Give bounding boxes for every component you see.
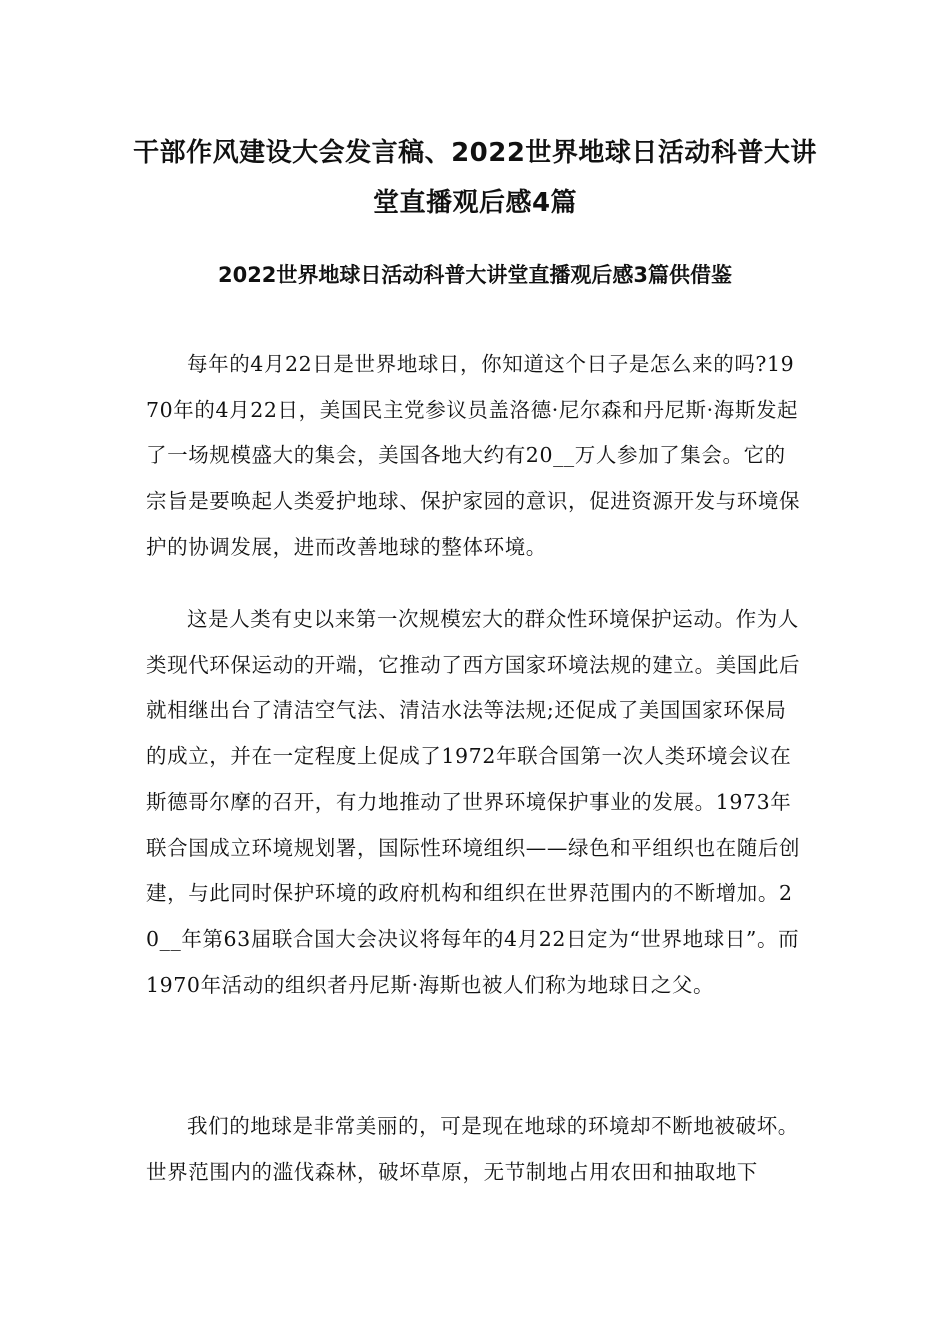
body-paragraph-3: 我们的地球是非常美丽的，可是现在地球的环境却不断地被破坏。世界范围内的滥伐森林，破坏草原，无节制地占用农田和抽取地下 [146, 1114, 799, 1184]
section-title: 2022世界地球日活动科普大讲堂直播观后感3篇供借鉴 [217, 263, 733, 287]
body-paragraph-1: 每年的4月22日是世界地球日，你知道这个日子是怎么来的吗?1970年的4月22日，美国民主党参议员盖洛德·尼尔森和丹尼斯·海斯发起了一场规模盛大的集会，美国各地大约有20__万人参加了集会。它的宗旨是要唤起人类爱护地球、保护家园的意识，促进资源开发与环境保护的协调发展，进而改善地球的整体环境。 [146, 352, 801, 559]
body-paragraph-2: 这是人类有史以来第一次规模宏大的群众性环境保护运动。作为人类现代环保运动的开端，它推动了西方国家环境法规的建立。美国此后就相继出台了清洁空气法、清洁水法等法规;还促成了美国国家环保局的成立，并在一定程度上促成了1972年联合国第一次人类环境会议在斯德哥尔摩的召开，有力地推动了世界环境保护事业的发展。1973年联合国成立环境规划署，国际性环境组织——绿色和平组织也在随后创建，与此同时保护环境的政府机构和组织在世界范围内的不断增加。20__年第63届联合国大会决议将每年的4月22日定为“世界地球日”。而1970年活动的组织者丹尼斯·海斯也被人们称为地球日之父。 [146, 607, 801, 997]
document-title: 干部作风建设大会发言稿、2022世界地球日活动科普大讲堂直播观后感4篇 [133, 138, 817, 218]
